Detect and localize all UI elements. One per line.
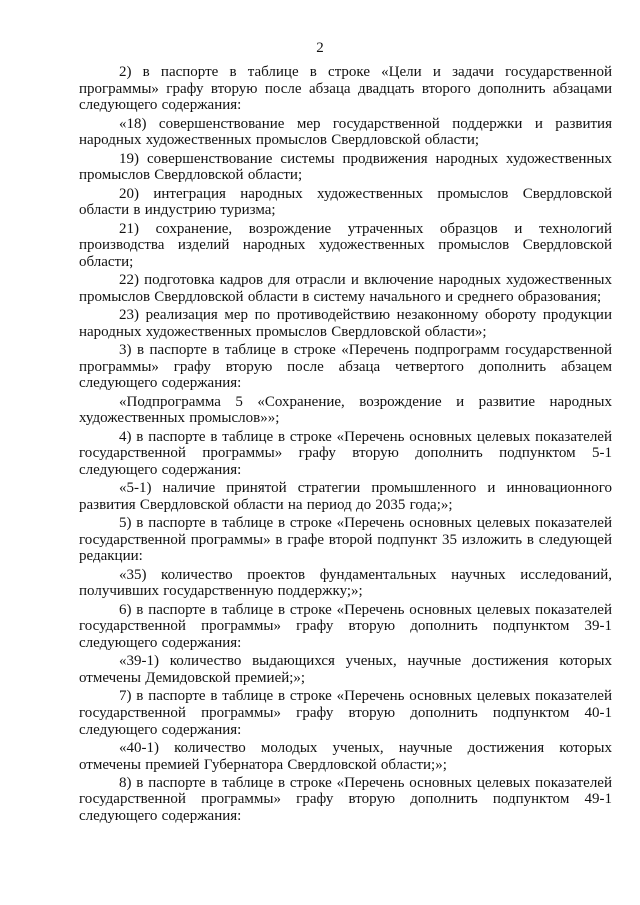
paragraph-goal-18: «18) совершенствование мер государственной поддержки и развития народных художественных промыслов Свердловской области; (79, 115, 612, 149)
paragraph-item-2: 2) в паспорте в таблице в строке «Цели и задачи государственной программы» графу вторую после абзаца двадцать второго дополнить абзацами следующего содержания: (79, 64, 612, 114)
paragraph-goal-22: 22) подготовка кадров для отрасли и включение народных художественных промыслов Свердловской области в систему начального и среднего образования; (79, 272, 612, 305)
paragraph-indicator-5-1: «5-1) наличие принятой стратегии промышленного и инновационного развития Свердловской области на период до 2035 года;»; (79, 480, 612, 513)
paragraph-goal-21: 21) сохранение, возрождение утраченных образцов и технологий производства изделий народных художественных промыслов Свердловской области; (79, 220, 612, 270)
paragraph-item-5: 5) в паспорте в таблице в строке «Перечень основных целевых показателей государственной программы» в графе второй подпункт 35 изложить в следующей редакции: (79, 515, 612, 565)
paragraph-item-8: 8) в паспорте в таблице в строке «Перечень основных целевых показателей государственной программы» графу вторую дополнить подпунктом 49-1 следующего содержания: (79, 774, 612, 825)
paragraph-indicator-39-1: «39-1) количество выдающихся ученых, научные достижения которых отмечены Демидовской премией;»; (79, 653, 612, 686)
paragraph-goal-19: 19) совершенствование системы продвижения народных художественных промыслов Свердловской области; (79, 150, 612, 184)
paragraph-subprogram-5: «Подпрограмма 5 «Сохранение, возрождение и развитие народных художественных промыслов»»; (79, 393, 612, 427)
paragraph-goal-20: 20) интеграция народных художественных промыслов Свердловской области в индустрию туризма; (79, 185, 612, 219)
document-body (79, 64, 612, 826)
paragraph-indicator-40-1: «40-1) количество молодых ученых, научные достижения которых отмечены премией Губернатора Свердловской области;»; (79, 739, 612, 773)
paragraph-goal-23: 23) реализация мер по противодействию незаконному обороту продукции народных художественных промыслов Свердловской области»; (79, 307, 612, 340)
paragraph-item-4: 4) в паспорте в таблице в строке «Перечень основных целевых показателей государственной программы» графу вторую дополнить подпунктом 5-1 следующего содержания: (79, 428, 612, 478)
paragraph-indicator-35: «35) количество проектов фундаментальных научных исследований, получивших государственную поддержку;»; (79, 566, 612, 600)
paragraph-item-3: 3) в паспорте в таблице в строке «Перечень подпрограмм государственной программы» графу вторую после абзаца четвертого дополнить абзацем следующего содержания: (79, 342, 612, 392)
page-number: 2 (316, 40, 324, 56)
paragraph-item-7: 7) в паспорте в таблице в строке «Перечень основных целевых показателей государственной программы» графу вторую дополнить подпунктом 40-1 следующего содержания: (79, 688, 612, 738)
paragraph-item-6: 6) в паспорте в таблице в строке «Перечень основных целевых показателей государственной программы» графу вторую дополнить подпунктом 39-1 следующего содержания: (79, 601, 612, 651)
